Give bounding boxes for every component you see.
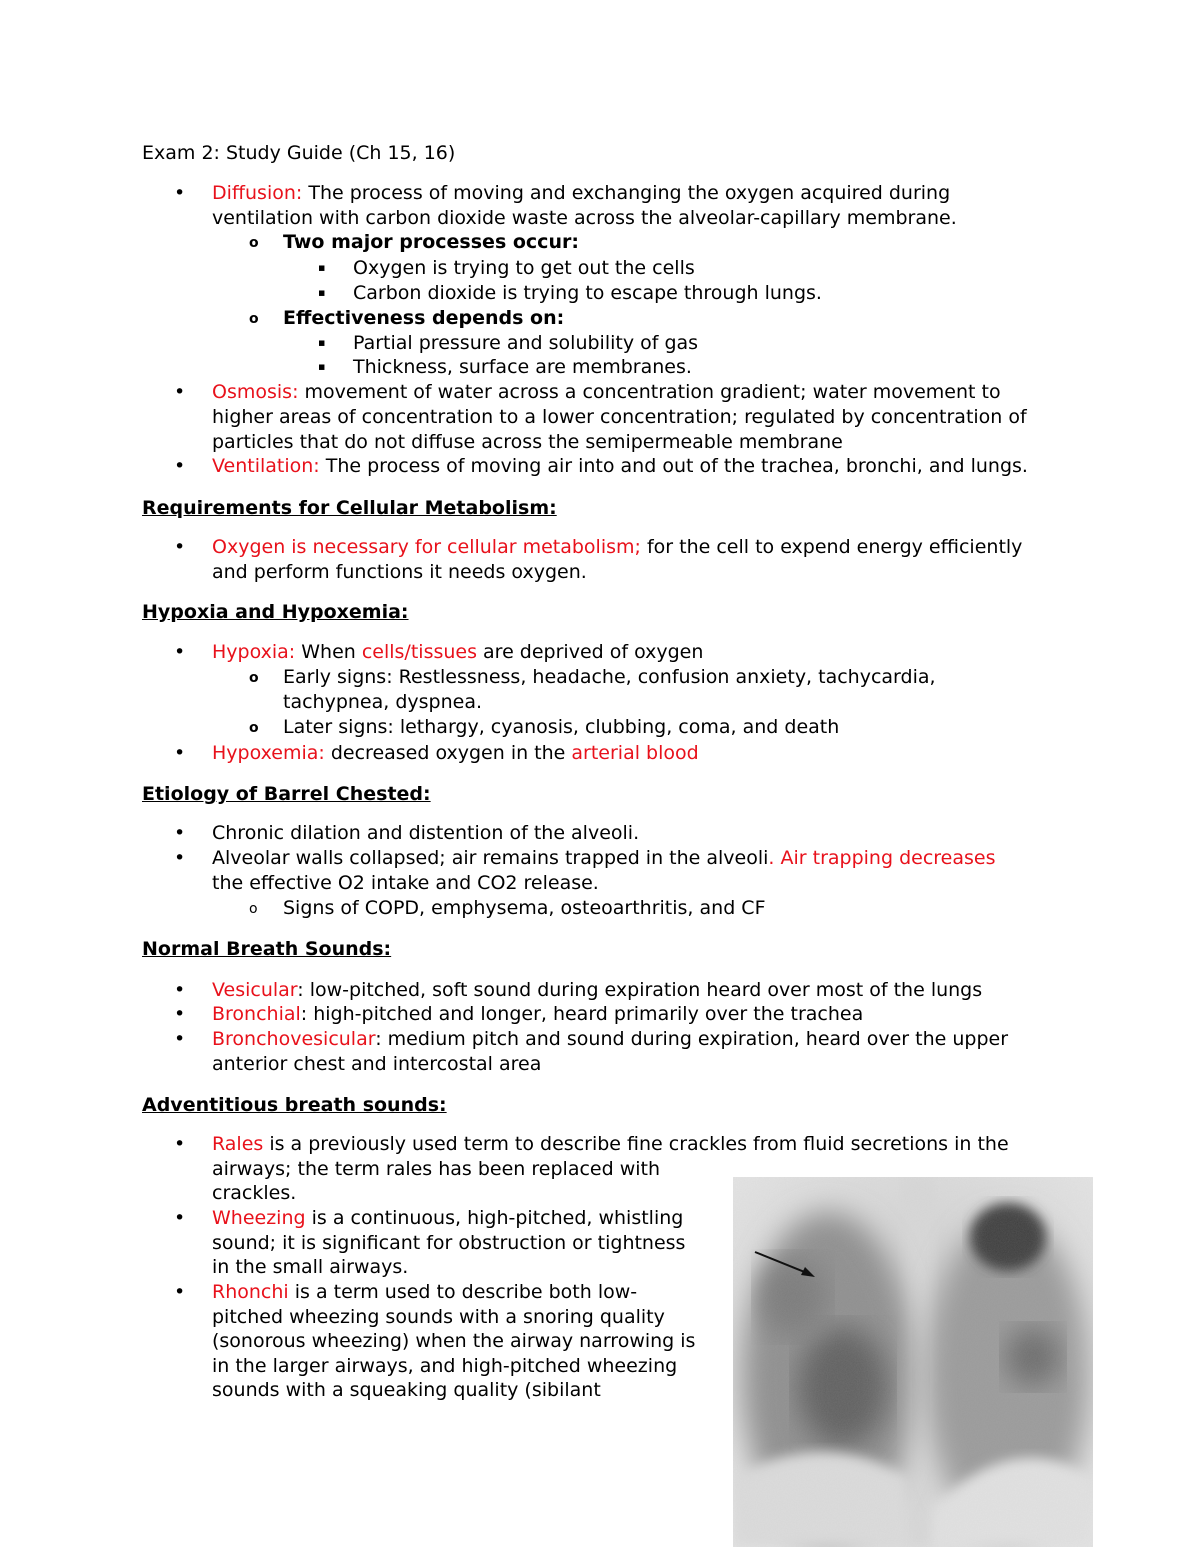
ventilation-term: Ventilation: [212, 455, 320, 477]
list-item: Chronic dilation and distention of the alveoli. [212, 822, 640, 844]
bullet-icon: • [174, 641, 186, 663]
page-title: Exam 2: Study Guide (Ch 15, 16) [142, 142, 456, 164]
chest-xray-graphic [733, 1177, 1093, 1547]
wheezing-line: sound; it is significant for obstruction or tightness [212, 1232, 686, 1254]
bullet-icon: • [174, 847, 186, 869]
bullet-icon: • [174, 1133, 186, 1155]
list-item: Thickness, surface are membranes. [353, 356, 692, 378]
normal-breath-heading: Normal Breath Sounds: [142, 938, 392, 960]
vesicular-item: Vesicular: low-pitched, soft sound during expiration heard over most of the lungs [212, 979, 983, 1001]
wheezing-item: Wheezing is a continuous, high-pitched, whistling [212, 1207, 684, 1229]
adventitious-heading: Adventitious breath sounds: [142, 1094, 447, 1116]
rales-line: airways; the term rales has been replaced with [212, 1158, 661, 1180]
effectiveness-heading: Effectiveness depends on: [283, 307, 565, 329]
diffusion-item: Diffusion: The process of moving and exchanging the oxygen acquired during [212, 182, 951, 204]
bullet-icon: • [174, 455, 186, 477]
list-item: Partial pressure and solubility of gas [353, 332, 699, 354]
hypoxia-item: Hypoxia: When cells/tissues are deprived of oxygen [212, 641, 704, 663]
cellular-item: Oxygen is necessary for cellular metabolism; for the cell to expend energy efficiently [212, 536, 1023, 558]
list-item-cont: the effective O2 intake and CO2 release. [212, 872, 599, 894]
list-item: Alveolar walls collapsed; air remains trapped in the alveoli. Air trapping decreases [212, 847, 996, 869]
bullet-icon: • [174, 742, 186, 764]
sub-bullet-icon: o [249, 901, 258, 917]
rhonchi-line: in the larger airways, and high-pitched wheezing [212, 1355, 678, 1377]
wheezing-line: in the small airways. [212, 1256, 409, 1278]
osmosis-line: particles that do not diffuse across the semipermeable membrane [212, 431, 843, 453]
bullet-icon: • [174, 381, 186, 403]
rhonchi-line: (sonorous wheezing) when the airway narrowing is [212, 1330, 696, 1352]
diffusion-term: Diffusion: [212, 182, 303, 204]
osmosis-item: Osmosis: movement of water across a concentration gradient; water movement to [212, 381, 1001, 403]
diffusion-line: ventilation with carbon dioxide waste across the alveolar-capillary membrane. [212, 207, 957, 229]
later-signs: Later signs: lethargy, cyanosis, clubbing, coma, and death [283, 716, 840, 738]
bronchovesicular-cont: anterior chest and intercostal area [212, 1053, 542, 1075]
two-processes-heading: Two major processes occur: [283, 231, 579, 253]
rhonchi-item: Rhonchi is a term used to describe both low- [212, 1281, 638, 1303]
bronchovesicular-item: Bronchovesicular: medium pitch and sound during expiration, heard over the upper [212, 1028, 1009, 1050]
barrel-chested-heading: Etiology of Barrel Chested: [142, 783, 431, 805]
bullet-icon: • [174, 182, 186, 204]
square-bullet-icon: ▪ [318, 286, 326, 299]
copd-signs: Signs of COPD, emphysema, osteoarthritis, and CF [283, 897, 766, 919]
osmosis-term: Osmosis: [212, 381, 299, 403]
rhonchi-line: sounds with a squeaking quality (sibilant [212, 1379, 601, 1401]
cellular-line: and perform functions it needs oxygen. [212, 561, 587, 583]
rales-item: Rales is a previously used term to describe fine crackles from fluid secretions in the [212, 1133, 1009, 1155]
bullet-icon: • [174, 979, 186, 1001]
sub-bullet-icon: o [249, 720, 259, 736]
rales-line: crackles. [212, 1182, 297, 1204]
early-signs-cont: tachypnea, dyspnea. [283, 691, 483, 713]
rhonchi-line: pitched wheezing sounds with a snoring quality [212, 1306, 665, 1328]
chest-xray-image [733, 1177, 1093, 1547]
square-bullet-icon: ▪ [318, 336, 326, 349]
hypoxia-heading: Hypoxia and Hypoxemia: [142, 601, 409, 623]
square-bullet-icon: ▪ [318, 360, 326, 373]
osmosis-line: higher areas of concentration to a lower concentration; regulated by concentration of [212, 406, 1027, 428]
sub-bullet-icon: o [249, 311, 259, 327]
bullet-icon: • [174, 536, 186, 558]
bullet-icon: • [174, 1207, 186, 1229]
ventilation-item: Ventilation: The process of moving air into and out of the trachea, bronchi, and lungs. [212, 455, 1028, 477]
bullet-icon: • [174, 822, 186, 844]
sub-bullet-icon: o [249, 670, 259, 686]
bronchial-item: Bronchial: high-pitched and longer, heard primarily over the trachea [212, 1003, 864, 1025]
square-bullet-icon: ▪ [318, 261, 326, 274]
list-item: Carbon dioxide is trying to escape through lungs. [353, 282, 822, 304]
list-item: Oxygen is trying to get out the cells [353, 257, 695, 279]
cellular-metabolism-heading: Requirements for Cellular Metabolism: [142, 497, 557, 519]
bullet-icon: • [174, 1028, 186, 1050]
bullet-icon: • [174, 1281, 186, 1303]
sub-bullet-icon: o [249, 235, 259, 251]
hypoxemia-item: Hypoxemia: decreased oxygen in the arterial blood [212, 742, 699, 764]
bullet-icon: • [174, 1003, 186, 1025]
early-signs: Early signs: Restlessness, headache, confusion anxiety, tachycardia, [283, 666, 936, 688]
